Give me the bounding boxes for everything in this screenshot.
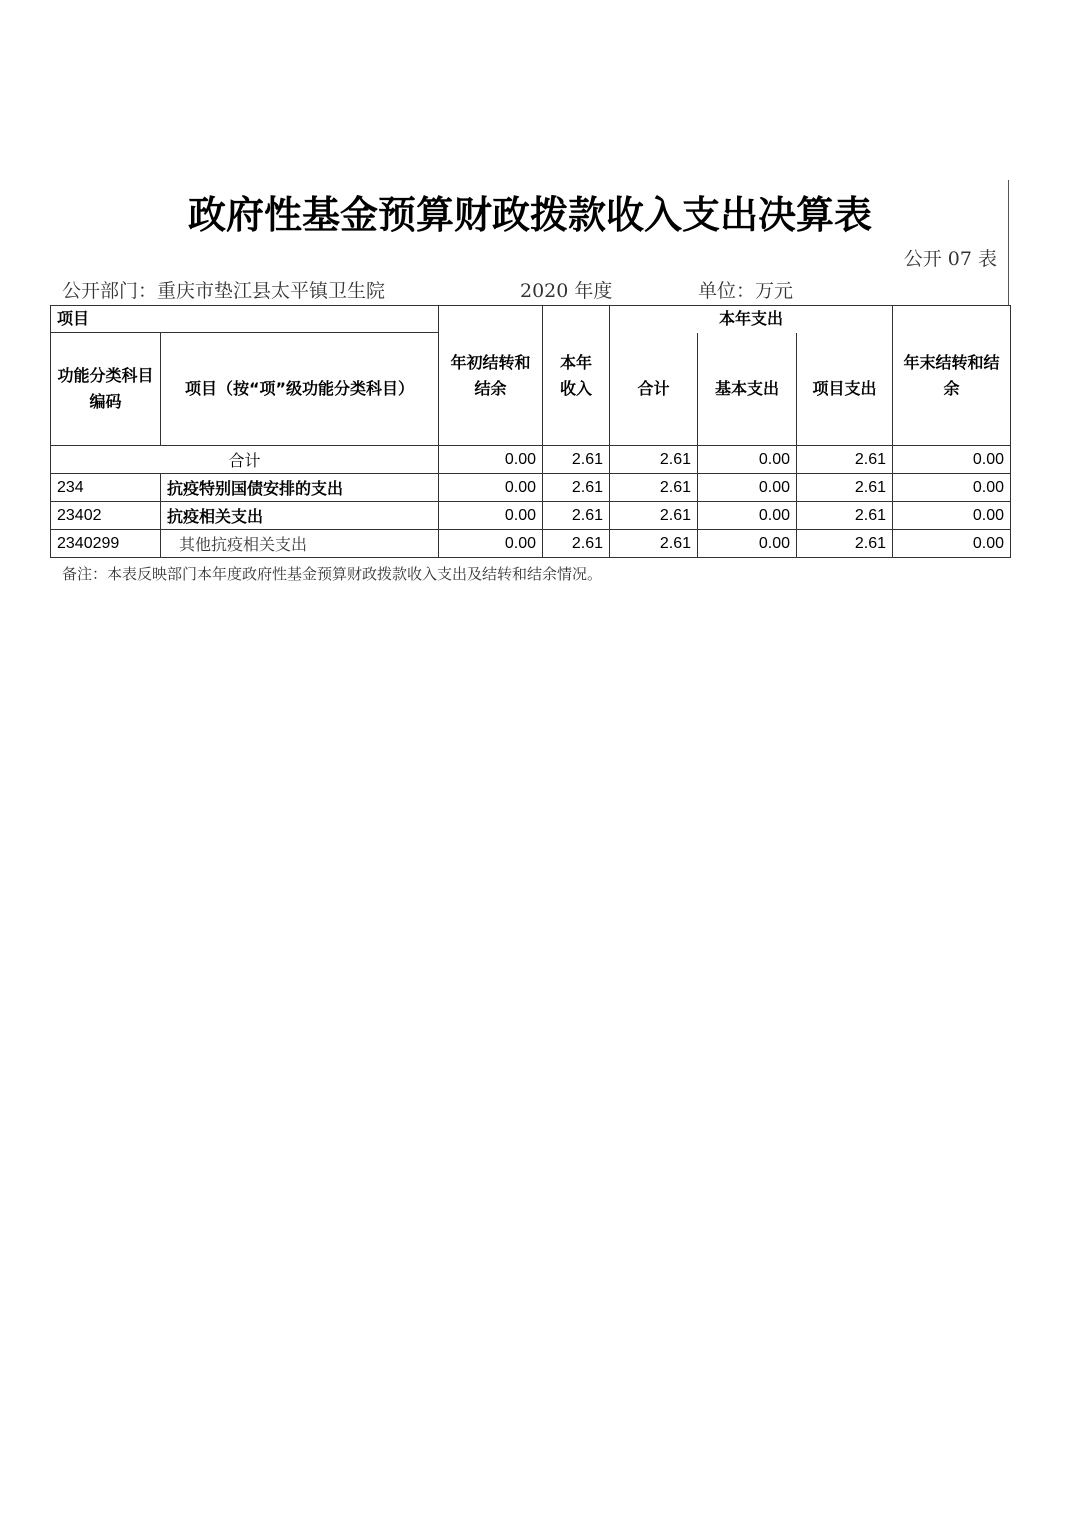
row-total: 2.61 <box>610 502 698 530</box>
unit-label: 单位：万元 <box>698 280 794 302</box>
total-end: 0.00 <box>893 446 1011 474</box>
row-basic: 0.00 <box>698 502 797 530</box>
row-end: 0.00 <box>893 474 1011 502</box>
row-code: 23402 <box>51 502 161 530</box>
table-number: 公开 07 表 <box>903 248 997 270</box>
row-name: 其他抗疫相关支出 <box>161 530 439 558</box>
header-income: 本年收入 <box>543 306 610 446</box>
header-begin-balance: 年初结转和结余 <box>439 306 543 446</box>
table-row <box>51 502 1011 530</box>
header-project-expense: 项目支出 <box>797 333 893 446</box>
row-name: 抗疫特别国债安排的支出 <box>161 474 439 502</box>
header-expense-group: 本年支出 <box>610 306 893 333</box>
row-project: 2.61 <box>797 530 893 558</box>
row-income: 2.61 <box>543 530 610 558</box>
header-item: 项目 <box>51 306 439 333</box>
row-basic: 0.00 <box>698 530 797 558</box>
total-begin: 0.00 <box>439 446 543 474</box>
total-row <box>51 446 1011 474</box>
footnote: 备注：本表反映部门本年度政府性基金预算财政拨款收入支出及结转和结余情况。 <box>62 565 603 583</box>
header-expense-total: 合计 <box>610 333 698 446</box>
row-income: 2.61 <box>543 474 610 502</box>
header-basic-expense: 基本支出 <box>698 333 797 446</box>
row-project: 2.61 <box>797 474 893 502</box>
row-begin: 0.00 <box>439 502 543 530</box>
total-label: 合计 <box>51 446 439 474</box>
total-income: 2.61 <box>543 446 610 474</box>
row-code: 234 <box>51 474 161 502</box>
department-label: 公开部门：重庆市垫江县太平镇卫生院 <box>62 280 386 302</box>
total-basic: 0.00 <box>698 446 797 474</box>
row-total: 2.61 <box>610 530 698 558</box>
page-title: 政府性基金预算财政拨款收入支出决算表 <box>187 192 872 237</box>
row-end: 0.00 <box>893 530 1011 558</box>
row-project: 2.61 <box>797 502 893 530</box>
row-end: 0.00 <box>893 502 1011 530</box>
header-end-balance: 年末结转和结余 <box>893 306 1011 446</box>
row-total: 2.61 <box>610 474 698 502</box>
header-name: 项目（按“项”级功能分类科目） <box>161 333 439 446</box>
table-row <box>51 530 1011 558</box>
row-begin: 0.00 <box>439 474 543 502</box>
row-code: 2340299 <box>51 530 161 558</box>
total-expense: 2.61 <box>610 446 698 474</box>
budget-table <box>50 305 1011 558</box>
total-project: 2.61 <box>797 446 893 474</box>
row-income: 2.61 <box>543 502 610 530</box>
header-code: 功能分类科目编码 <box>51 333 161 446</box>
row-name: 抗疫相关支出 <box>161 502 439 530</box>
fiscal-year-label: 2020 年度 <box>520 280 613 302</box>
row-basic: 0.00 <box>698 474 797 502</box>
table-row <box>51 474 1011 502</box>
row-begin: 0.00 <box>439 530 543 558</box>
